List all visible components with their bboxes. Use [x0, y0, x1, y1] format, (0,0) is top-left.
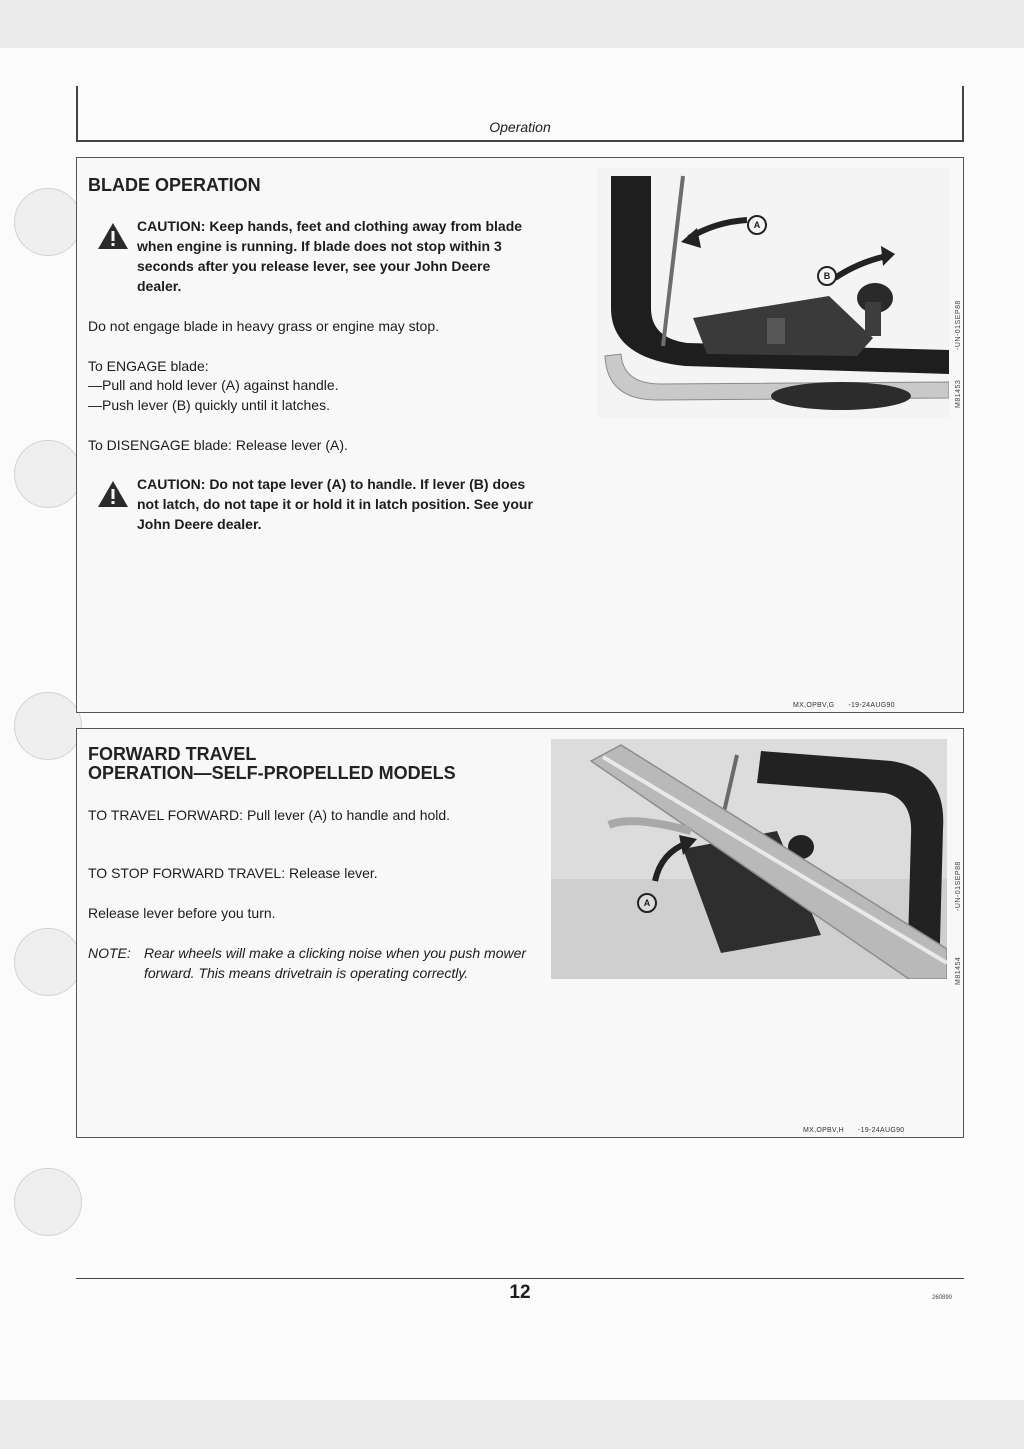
callout-a: A: [747, 215, 767, 235]
section-heading: OPERATION—SELF-PROPELLED MODELS: [88, 763, 456, 783]
photo-code: -UN-01SEP88: [955, 300, 962, 350]
blade-operation-panel: [76, 157, 964, 713]
caution-block: [97, 216, 527, 296]
section-heading: FORWARD TRAVEL: [88, 744, 257, 764]
drive-lever-illustration: [551, 739, 947, 979]
warning-triangle-icon: [97, 480, 129, 508]
note-body: Rear wheels will make a clicking noise when you push mower forward. This means drivetrain is operating correctly.: [144, 945, 527, 981]
paragraph: Release lever before you turn.: [88, 905, 276, 921]
photo-code: M81453: [955, 379, 962, 408]
handle-levers-illustration: [597, 168, 949, 418]
forward-travel-panel: [76, 728, 964, 1138]
reference-code: MX,OPBV,H -19-24AUG90: [803, 1127, 905, 1134]
binder-hole: [14, 440, 82, 508]
section-heading: BLADE OPERATION: [88, 175, 261, 195]
print-code: 260890: [932, 1295, 953, 1301]
paragraph: Do not engage blade in heavy grass or engine may stop.: [88, 318, 440, 334]
binder-hole: [14, 1168, 82, 1236]
callout-a: A: [637, 893, 657, 913]
page-number: 12: [509, 1282, 531, 1303]
photo-code: M81454: [955, 956, 962, 985]
paragraph: TO STOP FORWARD TRAVEL: Release lever.: [88, 865, 378, 881]
engage-title: To ENGAGE blade:: [88, 358, 209, 374]
engage-step: —Pull and hold lever (A) against handle.: [88, 377, 339, 393]
note-label: NOTE:: [88, 945, 131, 961]
binder-hole: [14, 188, 82, 256]
photo-code: -UN-01SEP88: [955, 861, 962, 911]
drive-lever-photo: [551, 739, 947, 979]
caution-block: [97, 474, 533, 554]
binder-hole: [14, 928, 82, 996]
disengage-instruction: To DISENGAGE blade: Release lever (A).: [88, 437, 348, 453]
header-title: Operation: [489, 119, 551, 135]
caution-text: CAUTION: Do not tape lever (A) to handle. If lever (B) does not latch, do not tape it or hold it in latch position. See your John Deere dealer.: [137, 476, 533, 532]
reference-code: MX,OPBV,G -19-24AUG90: [793, 702, 895, 709]
page-header: [76, 86, 964, 142]
handle-levers-photo: [597, 168, 949, 418]
footer-rule: [76, 1278, 964, 1279]
engage-step: —Push lever (B) quickly until it latches.: [88, 397, 330, 413]
binder-hole: [14, 692, 82, 760]
callout-b: B: [817, 266, 837, 286]
paragraph: TO TRAVEL FORWARD: Pull lever (A) to handle and hold.: [88, 807, 451, 823]
note: [88, 943, 528, 983]
caution-text: CAUTION: Keep hands, feet and clothing away from blade when engine is running. If blade does not stop within 3 seconds after you release lever, see your John Deere dealer.: [137, 218, 523, 294]
warning-triangle-icon: [97, 222, 129, 250]
